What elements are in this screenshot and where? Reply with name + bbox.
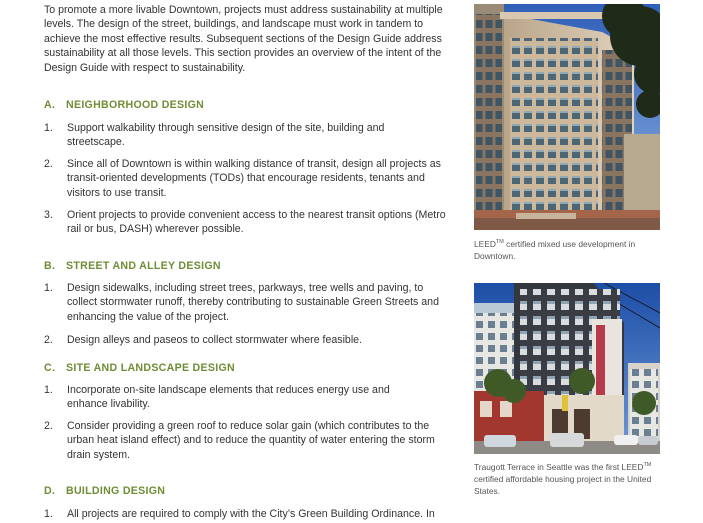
item-number: 1. — [44, 122, 53, 134]
item-text: Orient projects to provide convenient access to the nearest transit options (Metro rail or bus, DASH) wherever possible. — [67, 209, 446, 236]
intro-paragraph: To promote a more livable Downtown, projects must address sustainability at multiple levels. The design of the street, buildings, and landscape must work in tandem to achieve the most effective results. Subsequent sections of the Design Guide address sustainability at all those levels. This section provides an overview of the intent of the Design Guide with respect to sustainability. — [44, 4, 443, 74]
list-item — [44, 419, 450, 462]
building-illustration-1 — [474, 4, 660, 230]
list-item — [44, 208, 450, 237]
caption-text: certified mixed use development in Downtown. — [474, 239, 636, 261]
list-item — [44, 507, 450, 521]
item-text: Design sidewalks, including street trees, parkways, tree wells and paving, to collect stormwater runoff, thereby contributing to sustainable Green Streets and enhancing the value of the project. — [67, 282, 439, 323]
section-title: BUILDING DESIGN — [66, 485, 166, 497]
section-title: SITE AND LANDSCAPE DESIGN — [66, 362, 235, 374]
list-item — [44, 333, 450, 347]
photo-caption-1 — [474, 238, 664, 262]
item-text: Support walkability through sensitive design of the site, building and streetscape. — [67, 122, 385, 149]
section-title: STREET AND ALLEY DESIGN — [66, 260, 221, 272]
section-letter: D. — [44, 485, 56, 497]
list-item — [44, 121, 450, 150]
building-illustration-2 — [474, 283, 660, 454]
item-number: 1. — [44, 508, 53, 520]
item-text: Design alleys and paseos to collect stormwater where feasible. — [67, 334, 363, 346]
section-heading-d — [44, 485, 165, 497]
list-item — [44, 383, 450, 412]
item-text: Since all of Downtown is within walking distance of transit, design all projects as transit-oriented developments (TODs) that encourage residents, tenants and visitors to use transit. — [67, 158, 441, 199]
trademark-superscript: TM — [495, 239, 504, 246]
section-heading-a — [44, 99, 204, 111]
main-column — [44, 0, 452, 75]
item-number: 2. — [44, 334, 53, 346]
caption-text: LEED — [474, 239, 496, 249]
item-number: 1. — [44, 384, 53, 396]
section-heading-c — [44, 362, 235, 374]
section-letter: B. — [44, 260, 56, 272]
traugott-terrace-photo — [474, 283, 660, 454]
item-number: 2. — [44, 420, 53, 432]
list-item — [44, 157, 450, 200]
trademark-superscript: TM — [643, 462, 652, 469]
item-number: 2. — [44, 158, 53, 170]
mixed-use-building-photo — [474, 4, 660, 230]
section-title: NEIGHBORHOOD DESIGN — [66, 99, 205, 111]
section-letter: C. — [44, 362, 56, 374]
list-item — [44, 281, 450, 324]
item-text: Incorporate on-site landscape elements that reduces energy use and enhance livability. — [67, 384, 390, 411]
item-text: Consider providing a green roof to reduce solar gain (which contributes to the urban heat island effect) and to reduce the quantity of water entering the storm drain system. — [67, 420, 435, 461]
caption-text: certified affordable housing project in the United States. — [474, 474, 652, 496]
section-heading-b — [44, 260, 221, 272]
photo-caption-2 — [474, 461, 664, 497]
item-text: All projects are required to comply with the City’s Green Building Ordinance. In — [67, 508, 435, 520]
caption-text: Traugott Terrace in Seattle was the first LEED — [474, 462, 644, 472]
section-letter: A. — [44, 99, 56, 111]
item-number: 3. — [44, 209, 53, 221]
item-number: 1. — [44, 282, 53, 294]
